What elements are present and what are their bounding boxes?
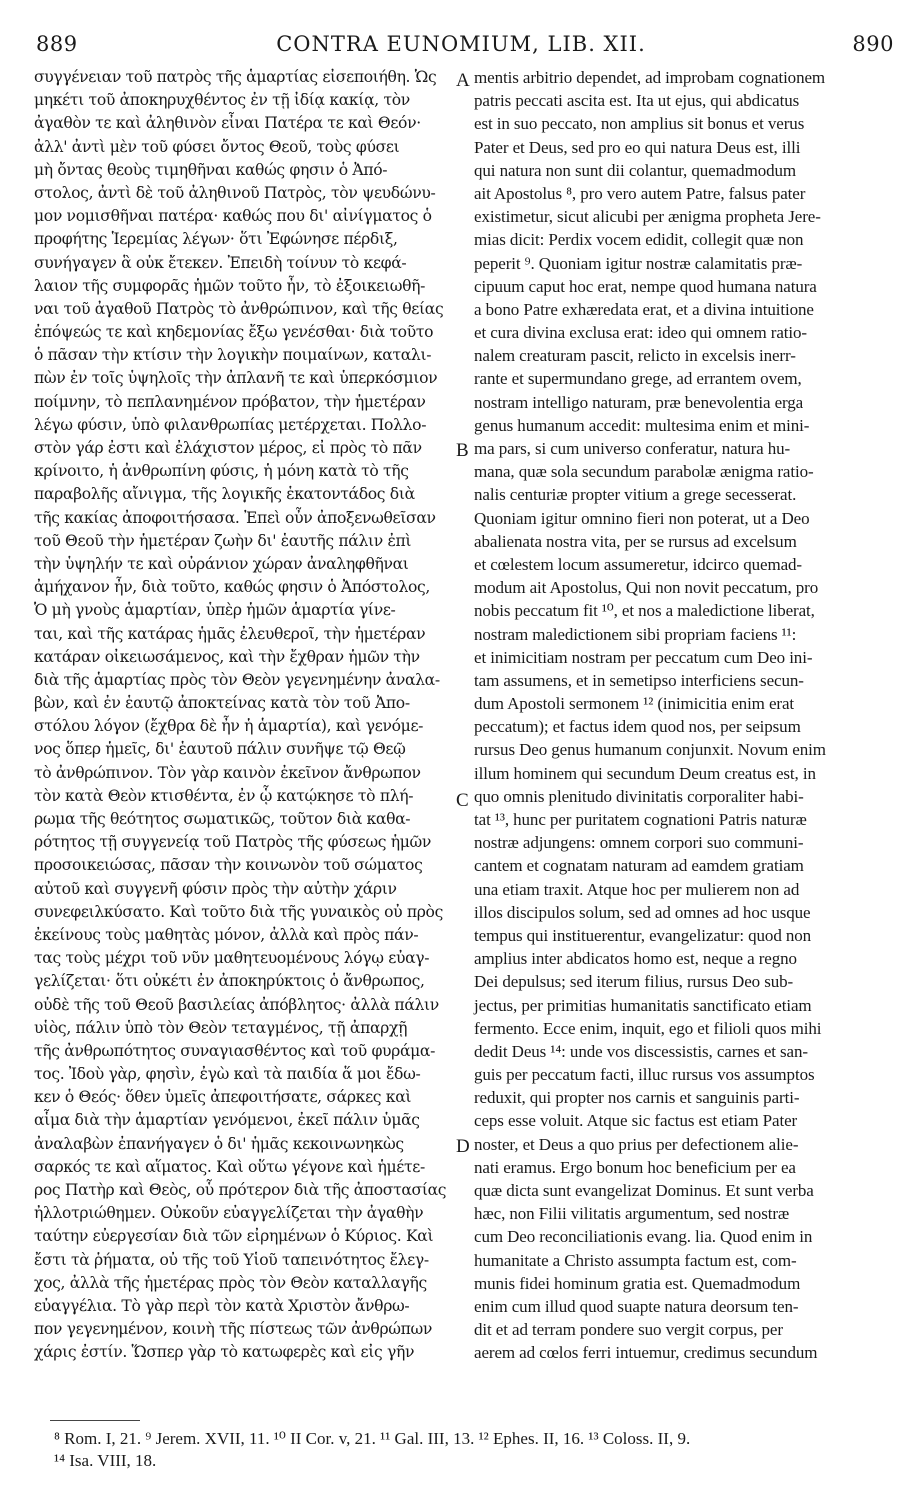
running-header bbox=[0, 32, 922, 62]
latin-text-line: Dei depulsus; sed iterum filius, rursus Deo sub- bbox=[474, 972, 794, 992]
latin-text-line: qui natura non sunt dii colantur, quemadmodum bbox=[474, 160, 797, 180]
latin-text-line: enim cum illud quod suapte natura deorsum ten- bbox=[474, 1296, 799, 1316]
latin-text-line: humanitate a Christo assumpta factum est, com- bbox=[474, 1250, 797, 1270]
latin-text-line: peperit ⁹. Quoniam igitur nostræ calamitatis præ- bbox=[474, 253, 803, 273]
latin-text-line: est in suo peccato, non amplius sit bonus et verus bbox=[474, 114, 805, 134]
latin-text-line: modum ait Apostolus, Qui non novit peccatum, pro bbox=[474, 578, 819, 598]
latin-text-line: tempus qui instituerentur, evangelizatur: quod non bbox=[474, 925, 812, 945]
greek-text-line: αὐτοῦ καὶ συγγενῆ φύσιν πρὸς τὴν αὐτὴν χάριν bbox=[34, 879, 397, 898]
greek-text-line: συνήγαγεν ἃ οὐκ ἔτεκεν. Ἐπειδὴ τοίνυν τὸ κεφά- bbox=[34, 253, 407, 272]
greek-text-line: ναι τοῦ ἀγαθοῦ Πατρὸς τὸ ἀνθρώπινον, καὶ τῆς θείας bbox=[34, 299, 444, 318]
latin-text-line: peccatum); et factus idem quod nos, per seipsum bbox=[474, 717, 801, 737]
section-marker-a: A bbox=[456, 70, 470, 91]
greek-text-line: χάρις ἐστίν. Ὥσπερ γὰρ τὸ κατωφερὲς καὶ εἰς γῆν bbox=[34, 1343, 415, 1362]
greek-text-line: ἔστι τὰ ῥήματα, οὐ τῆς τοῦ Υἱοῦ ταπεινότητος ἔλεγ- bbox=[34, 1250, 429, 1269]
latin-text-line: et cura divina exclusa erat: ideo qui omnem ratio- bbox=[474, 323, 807, 343]
latin-text-line: amplius inter abdicatos homo est, neque a regno bbox=[474, 949, 797, 969]
greek-text-line: ρότητος τῇ συγγενείᾳ τοῦ Πατρὸς τῆς φύσεως ἡμῶν bbox=[34, 833, 432, 852]
greek-text-line: γελίζεται· ὅτι οὐκέτι ἐν ἀποκηρύκτοις ὁ ἄνθρωπος, bbox=[34, 972, 425, 991]
latin-text-line: hæc, non Filii vilitatis argumentum, sed nostræ bbox=[474, 1204, 790, 1224]
section-marker-c: C bbox=[456, 790, 469, 811]
latin-text-line: illos discipulos solum, sed ad omnes ad hoc usque bbox=[474, 902, 811, 922]
latin-text-line: et cœlestem locum assumeretur, idcirco quemad- bbox=[474, 554, 802, 574]
greek-text-line: νος ὅπερ ἡμεῖς, δι' ἑαυτοῦ πάλιν συνῆψε τῷ Θεῷ bbox=[34, 740, 406, 759]
greek-text-line: συγγένειαν τοῦ πατρὸς τῆς ἁμαρτίας εἰσεποιήθη. Ὡς bbox=[34, 68, 437, 86]
greek-text-line: παραβολῆς αἴνιγμα, τῆς λογικῆς ἑκατοντάδος διὰ bbox=[34, 485, 415, 504]
footnotes bbox=[54, 1428, 914, 1472]
latin-text-line: munis fidei hominum gratia est. Quemadmodum bbox=[474, 1273, 801, 1293]
greek-text-line: οὐδὲ τῆς τοῦ Θεοῦ βασιλείας ἀπόβλητος· ἀλλὰ πάλιν bbox=[34, 995, 439, 1014]
latin-text-line: dedit Deus ¹⁴: unde vos discessistis, carnes et san- bbox=[474, 1041, 808, 1061]
latin-text-line: una etiam traxit. Atque hoc per mulierem non ad bbox=[474, 879, 800, 899]
greek-text-line: ρος Πατὴρ καὶ Θεὸς, οὗ πρότερον διὰ τῆς ἀποστασίας bbox=[34, 1181, 447, 1199]
latin-text-line: reduxit, qui propter nos carnis et sanguinis parti- bbox=[474, 1088, 800, 1108]
greek-text-line: διὰ τῆς ἁμαρτίας πρὸς τὸν Θεὸν γεγενημένην ἀναλα- bbox=[34, 670, 440, 689]
latin-text-line: cantem et cognatam naturam ad eamdem gratiam bbox=[474, 856, 804, 876]
page-number-right: 890 bbox=[852, 32, 894, 56]
greek-text-line: ἠλλοτριώθημεν. Οὐκοῦν εὐαγγελίζεται τὴν ἀγαθὴν bbox=[34, 1204, 424, 1223]
latin-text-line: nobis peccatum fit ¹⁰, et nos a maledictione liberat, bbox=[474, 601, 815, 621]
greek-text-line: τὸ ἀνθρώπινον. Τὸν γὰρ καινὸν ἐκεῖνον ἄνθρωπον bbox=[34, 763, 421, 782]
section-marker-d: D bbox=[456, 1136, 470, 1157]
greek-text-line: τὴν ὑψηλήν τε καὶ οὐράνιον χώραν ἀναληφθῆναι bbox=[34, 554, 409, 573]
greek-column bbox=[34, 66, 454, 1365]
greek-text-line: τῆς κακίας ἀποφοιτήσασα. Ἐπεὶ οὖν ἀποξενωθεῖσαν bbox=[34, 508, 436, 527]
latin-text-line: abalienata nostra vita, per se rursus ad excelsum bbox=[474, 531, 797, 551]
greek-text-line: τας τοὺς μέχρι τοῦ νῦν μαθητευομένους λόγῳ εὐαγ- bbox=[34, 949, 430, 968]
greek-text-line: ἐκείνους τοὺς μαθητὰς μόνον, ἀλλὰ καὶ πρὸς πάν- bbox=[34, 925, 419, 944]
latin-text-line: rursus Deo genus humanum conjunxit. Novum enim bbox=[474, 740, 826, 760]
latin-text-line: nostram intelligo naturam, præ benevolentia erga bbox=[474, 392, 804, 412]
latin-text-line: nalis centuriæ propter vitium a grege secesserat. bbox=[474, 485, 797, 505]
greek-text-line: ἐπόψεώς τε καὶ κηδεμονίας ἔξω γενέσθαι· διὰ τοῦτο bbox=[34, 323, 434, 342]
greek-text-line: χος, ἀλλὰ τῆς ἡμετέρας πρὸς τὸν Θεὸν καταλλαγῆς bbox=[34, 1273, 427, 1292]
latin-text-line: illum hominem qui secundum Deum creatus est, in bbox=[474, 763, 816, 783]
latin-text-line: guis per peccatum facti, illuc rursus vos assumptos bbox=[474, 1065, 815, 1085]
greek-text-line: ὁ πᾶσαν τὴν κτίσιν τὴν λογικὴν ποιμαίνων, καταλι- bbox=[34, 346, 432, 365]
greek-text-line: τοῦ Θεοῦ τὴν ἡμετέραν ζωὴν δι' ἑαυτῆς πάλιν ἐπὶ bbox=[34, 531, 412, 550]
latin-text-line: rante et supermundano grege, ad errantem ovem, bbox=[474, 369, 802, 389]
latin-text-line: Pater et Deus, sed pro eo qui natura Deus est, illi bbox=[474, 137, 801, 157]
greek-text-line: κεν ὁ Θεός· ὅθεν ὑμεῖς ἀπεφοιτήσατε, σάρκες καὶ bbox=[34, 1088, 412, 1107]
greek-text-line: ἀγαθὸν τε καὶ ἀληθινὸν εἶναι Πατέρα τε καὶ Θεόν· bbox=[34, 114, 421, 133]
greek-text-line: Ὁ μὴ γνοὺς ἁμαρτίαν, ὑπὲρ ἡμῶν ἁμαρτία γίνε- bbox=[34, 601, 396, 620]
greek-text-line: μηκέτι τοῦ ἀποκηρυχθέντος ἐν τῇ ἰδίᾳ κακίᾳ, τὸν bbox=[34, 91, 410, 110]
latin-text-line: tat ¹³, hunc per puritatem cognationi Patris naturæ bbox=[474, 810, 807, 829]
footnote-line: ⁸ Rom. I, 21. ⁹ Jerem. XVII, 11. ¹⁰ II Cor. v, 21. ¹¹ Gal. III, 13. ¹² Ephes. II, 16. ¹³ Coloss. II, 9. bbox=[54, 1429, 691, 1448]
greek-text-line: ποίμνην, τὸ πεπλανημένον πρόβατον, τὴν ἡμετέραν bbox=[34, 392, 426, 411]
greek-text-line: αἷμα διὰ τὴν ἁμαρτίαν γενόμενοι, ἐκεῖ πάλιν ὑμᾶς bbox=[34, 1111, 420, 1130]
greek-text-line: κρίνοιτο, ἡ ἀνθρωπίνη φύσις, ἡ μόνη κατὰ τὸ τῆς bbox=[34, 462, 409, 481]
latin-column bbox=[474, 66, 892, 1365]
latin-text-line: nostram maledictionem sibi propriam faciens ¹¹: bbox=[474, 624, 797, 644]
greek-text-line: πὼν ἐν τοῖς ὑψηλοῖς τὴν ἀπλανῆ τε καὶ ὑπερκόσμιον bbox=[34, 369, 438, 388]
latin-text-line: existimetur, sicut alicubi per ænigma propheta Jere- bbox=[474, 207, 821, 227]
footnote-line: ¹⁴ Isa. VIII, 18. bbox=[54, 1451, 157, 1470]
greek-text-line: τος. Ἰδοὺ γὰρ, φησὶν, ἐγὼ καὶ τὰ παιδία ἅ μοι ἔδω- bbox=[34, 1065, 421, 1084]
latin-text-line: aerem ad cœlos ferri intuemur, credimus secundum bbox=[474, 1343, 818, 1363]
greek-text-line: στόλου λόγον (ἔχθρα δὲ ἦν ἡ ἁμαρτία), καὶ γενόμε- bbox=[34, 717, 424, 736]
greek-text-line: ἀλλ' ἀντὶ μὲν τοῦ φύσει ὄντος Θεοῦ, τοὺς φύσει bbox=[34, 137, 400, 156]
section-marker-b: B bbox=[456, 440, 469, 461]
greek-text-line: ται, καὶ τῆς κατάρας ἡμᾶς ἐλευθεροῖ, τὴν ἡμετέραν bbox=[34, 624, 426, 643]
greek-text-line: προσοικειώσας, πᾶσαν τὴν κοινωνὸν τοῦ σώματος bbox=[34, 856, 423, 875]
greek-text-line: στολος, ἀντὶ δὲ τοῦ ἀληθινοῦ Πατρὸς, τὸν ψευδώνυ- bbox=[34, 183, 436, 202]
footnote-rule bbox=[50, 1420, 140, 1421]
greek-text-line: συνεφειλκύσατο. Καὶ τοῦτο διὰ τῆς γυναικὸς οὐ πρὸς bbox=[34, 902, 443, 921]
latin-text-line: ma pars, si cum universo conferatur, natura hu- bbox=[474, 439, 791, 458]
greek-text-line: σαρκός τε καὶ αἵματος. Καὶ οὕτω γέγονε καὶ ἡμέτε- bbox=[34, 1157, 425, 1176]
latin-text-line: mias dicit: Perdix vocem edidit, collegit quæ non bbox=[474, 230, 804, 250]
latin-text-line: jectus, per primitias humanitatis sanctificato etiam bbox=[474, 995, 812, 1015]
latin-text-line: fermento. Ecce enim, inquit, ego et filioli quos mihi bbox=[474, 1018, 822, 1038]
greek-text-line: ρωμα τῆς θεότητος σωματικῶς, τοῦτον διὰ καθα- bbox=[34, 810, 411, 828]
greek-text-line: τὸν κατὰ Θεὸν κτισθέντα, ἐν ᾧ κατῴκησε τὸ πλή- bbox=[34, 786, 414, 805]
greek-text-line: κατάραν οἰκειωσάμενος, καὶ τὴν ἔχθραν ἡμῶν τὴν bbox=[34, 647, 420, 666]
greek-text-line: πον γεγενημένον, κοινὴ τῆς πίστεως τῶν ἀνθρώπων bbox=[34, 1320, 433, 1339]
greek-text-line: ἀμήχανον ἦν, διὰ τοῦτο, καθώς φησιν ὁ Ἀπόστολος, bbox=[34, 578, 431, 597]
greek-text-line: στὸν γάρ ἐστι καὶ ἐλάχιστον μέρος, εἰ πρὸς τὸ πᾶν bbox=[34, 439, 422, 457]
greek-text-line: μὴ ὄντας θεοὺς τιμηθῆναι καθώς φησιν ὁ Ἀπό- bbox=[34, 160, 388, 179]
greek-text-line: προφήτης Ἱερεμίας λέγων· ὅτι Ἐφώνησε πέρδιξ, bbox=[34, 230, 398, 249]
greek-text-line: τῆς ἀνθρωπότητος συναγιασθέντος καὶ τοῦ φυράμα- bbox=[34, 1041, 436, 1060]
greek-text-line: βὼν, καὶ ἐν ἑαυτῷ ἀποκτείνας κατὰ τὸν τοῦ Ἀπο- bbox=[34, 694, 410, 713]
greek-text-line: ἀναλαβὼν ἐπανήγαγεν ὁ δι' ἡμᾶς κεκοινωνηκὼς bbox=[34, 1134, 404, 1153]
latin-text-line: nostræ adjungens: omnem corpori suo communi- bbox=[474, 833, 804, 853]
page-number-left: 889 bbox=[36, 32, 78, 56]
greek-text-line: ταύτην εὐεργεσίαν διὰ τῶν εἰρημένων ὁ Κύριος. Καὶ bbox=[34, 1227, 434, 1246]
latin-text-line: nalem creaturam pascit, relicto in excelsis inerr- bbox=[474, 346, 796, 366]
greek-text-line: υἱὸς, πάλιν ὑπὸ τὸν Θεὸν τεταγμένος, τῇ ἀπαρχῇ bbox=[34, 1018, 408, 1037]
latin-text-line: a bono Patre exhæredata erat, et a divina intuitione bbox=[474, 299, 814, 319]
latin-text-line: patris peccati ascita est. Ita ut ejus, qui abdicatus bbox=[474, 91, 800, 111]
latin-text-line: dum Apostoli sermonem ¹² (inimicitia enim erat bbox=[474, 694, 795, 714]
latin-text-line: nati eramus. Ergo bonum hoc beneficium per ea bbox=[474, 1157, 796, 1177]
latin-text-line: cum Deo reconciliationis evang. lia. Quod enim in bbox=[474, 1227, 813, 1247]
latin-text-line: mana, quæ sola secundum parabolæ ænigma ratio- bbox=[474, 462, 814, 482]
latin-text-line: quæ dicta sunt evangelizat Dominus. Et sunt verba bbox=[474, 1181, 814, 1200]
latin-text-line: ait Apostolus ⁸, pro vero autem Patre, falsus pater bbox=[474, 183, 806, 203]
greek-text-line: μον νομισθῆναι πατέρα· καθώς που δι' αἰνίγματος ὁ bbox=[34, 207, 432, 226]
latin-text-line: dit et ad terram pondere suo vergit corpus, per bbox=[474, 1320, 783, 1340]
greek-text-line: λέγω φύσιν, ὑπὸ φιλανθρωπίας μετέρχεται. Πολλο- bbox=[34, 415, 427, 434]
latin-text-line: tam assumens, et in semetipso interficiens secun- bbox=[474, 670, 804, 690]
latin-text-line: et inimicitiam nostram per peccatum cum Deo ini- bbox=[474, 647, 813, 667]
latin-text-line: genus humanum accedit: multesima enim et mini- bbox=[474, 415, 810, 435]
running-title: CONTRA EUNOMIUM, LIB. XII. bbox=[276, 32, 646, 56]
latin-text-line: Quoniam igitur omnino fieri non poterat, ut a Deo bbox=[474, 508, 810, 528]
greek-text-line: εὐαγγέλια. Τὸ γὰρ περὶ τὸν κατὰ Χριστὸν ἄνθρω- bbox=[34, 1296, 410, 1315]
latin-text-line: mentis arbitrio dependet, ad improbam cognationem bbox=[474, 68, 826, 87]
latin-text-line: cipuum caput hoc erat, nempe quod humana natura bbox=[474, 276, 817, 296]
latin-text-line: noster, et Deus a quo prius per defectionem alie- bbox=[474, 1134, 799, 1154]
latin-text-line: ceps esse voluit. Atque sic factus est etiam Pater bbox=[474, 1111, 798, 1131]
greek-text-line: λαιον τῆς συμφορᾶς ἡμῶν τοῦτο ἦν, τὸ ἐξοικειωθῆ- bbox=[34, 276, 426, 295]
latin-text-line: quo omnis plenitudo divinitatis corporaliter habi- bbox=[474, 786, 804, 806]
